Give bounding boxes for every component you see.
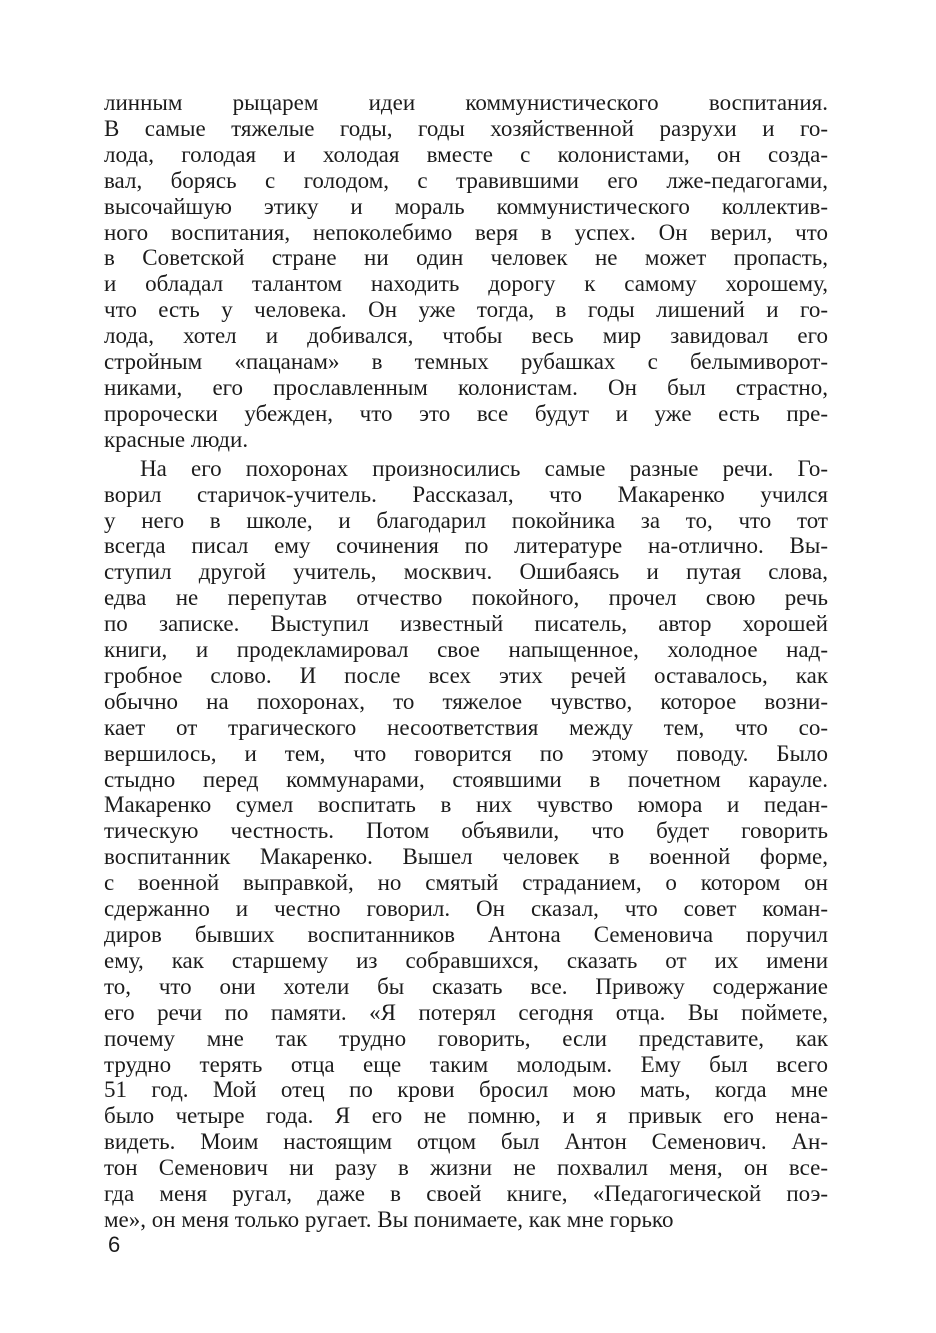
text-line: сдержанно и честно говорил. Он сказал, что совет коман-: [104, 896, 828, 922]
text-line: книги, и продекламировал свое напыщенное, холодное над-: [104, 637, 828, 663]
text-line: высочайшую этику и мораль коммунистического коллектив-: [104, 193, 828, 219]
text-line: что есть у человека. Он уже тогда, в годы лишений и го-: [104, 297, 828, 323]
text-line: вал, борясь с голодом, с травившими его лже-педагогами,: [104, 167, 828, 193]
text-line: было четыре года. Я его не помню, и я привык его нена-: [104, 1103, 828, 1129]
text-line: красные люди.: [104, 426, 249, 452]
text-line: диров бывших воспитанников Антона Семеновича поручил: [104, 922, 828, 947]
text-line: гда меня ругал, даже в своей книге, «Педагогической поэ-: [104, 1181, 828, 1207]
text-line: то, что они хотели бы сказать все. Привожу содержание: [104, 973, 828, 999]
text-line: лода, хотел и добивался, чтобы весь мир завидовал его: [104, 323, 828, 349]
text-line: стыдно перед коммунарами, стоявшими в почетном карауле.: [104, 766, 828, 792]
text-line: вершилось, и тем, что говорится по этому поводу. Было: [104, 740, 828, 766]
text-line: ему, как старшему из собравшихся, сказать от их имени: [104, 947, 828, 973]
text-line: видеть. Моим настоящим отцом был Антон Семенович. Ан-: [104, 1129, 828, 1155]
text-line: тон Семенович ни разу в жизни не похвалил меня, он все-: [104, 1155, 828, 1181]
text-line: обычно на похоронах, то тяжелое чувство, которое возни-: [104, 688, 828, 714]
text-line: его речи по памяти. «Я потерял сегодня отца. Вы поймете,: [104, 999, 828, 1025]
text-line: 51 год. Мой отец по крови бросил мою мать, когда мне: [104, 1077, 828, 1103]
text-line: по записке. Выступил известный писатель, автор хорошей: [104, 611, 828, 637]
text-line: никами, его прославленным колонистам. Он был страстно,: [104, 374, 828, 400]
text-line: На его похоронах произносились самые разные речи. Го-: [140, 455, 828, 481]
body-text: [104, 90, 828, 1233]
text-line: лода, голодая и холодая вместе с колонистами, он созда-: [104, 141, 828, 167]
text-line: с военной выправкой, но смятый страданием, о котором он: [104, 870, 828, 896]
page-number: 6: [108, 1232, 121, 1257]
text-line: ворил старичок-учитель. Рассказал, что Макаренко учился: [104, 481, 828, 507]
text-line: всегда писал ему сочинения по литературе на-отлично. Вы-: [104, 533, 828, 559]
paragraph: [104, 90, 828, 453]
text-line: воспитанник Макаренко. Вышел человек в военной форме,: [104, 844, 828, 870]
text-line: линным рыцарем идеи коммунистического воспитания.: [104, 90, 828, 115]
text-line: В самые тяжелые годы, годы хозяйственной разрухи и го-: [104, 115, 828, 141]
text-line: трудно терять отца еще таким молодым. Ему был всего: [104, 1051, 828, 1077]
text-line: и обладал талантом находить дорогу к самому хорошему,: [104, 271, 828, 297]
text-line: ступил другой учитель, москвич. Ошибаясь и путая слова,: [104, 559, 828, 585]
text-line: ме», он меня только ругает. Вы понимаете, как мне горько: [104, 1206, 674, 1232]
text-line: едва не перепутав отчество покойного, прочел свою речь: [104, 585, 828, 611]
text-line: кает от трагического несоответствия между тем, что со-: [104, 714, 828, 740]
text-line: пророчески убежден, что это все будут и уже есть пре-: [104, 400, 828, 426]
text-line: тическую честность. Потом объявили, что будет говорить: [104, 818, 828, 844]
text-line: у него в школе, и благодарил покойника за то, что тот: [104, 507, 828, 533]
text-line: гробное слово. И после всех этих речей оставалось, как: [104, 662, 828, 688]
text-line: ного воспитания, непоколебимо веря в успех. Он верил, что: [104, 219, 828, 245]
paragraph: [104, 456, 828, 1233]
text-line: почему мне так трудно говорить, если представите, как: [104, 1025, 828, 1051]
text-line: в Советской стране ни один человек не может пропасть,: [104, 245, 828, 271]
text-line: Макаренко сумел воспитать в них чувство юмора и педан-: [104, 792, 828, 818]
text-line: стройным «пацанам» в темных рубашках с белымиворот-: [104, 349, 828, 375]
